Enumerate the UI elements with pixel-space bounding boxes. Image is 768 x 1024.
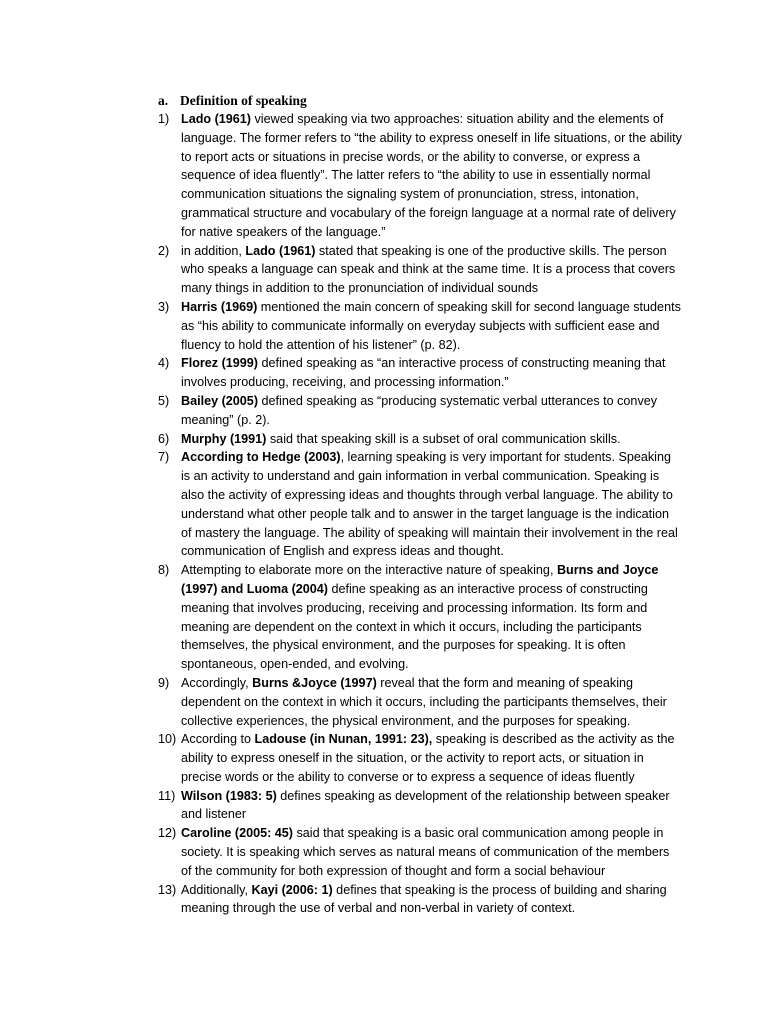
list-item (158, 881, 682, 919)
citation: Harris (1969) (181, 299, 258, 314)
item-text: in addition, Lado (1961) stated that speaking is one of the productive skills. The person who speaks a language can speak and think at the same time. It is a process that covers many things in addition to the pronunciation of individual sounds (181, 243, 676, 296)
citation: Lado (1961) (245, 243, 316, 258)
list-item (158, 242, 682, 298)
item-number: 8) (158, 563, 170, 578)
citation: Burns and Joyce (1997) and Luoma (2004) (181, 563, 659, 596)
section-letter: a. (158, 93, 169, 108)
list-item (158, 354, 682, 392)
list-item (158, 110, 682, 242)
item-number: 12) (158, 826, 177, 841)
citation: Burns &Joyce (1997) (252, 675, 377, 690)
item-number: 6) (158, 431, 170, 446)
item-text: Harris (1969) mentioned the main concern of speaking skill for second language students as “his ability to communicate informally on everyday subjects with sufficient ease and fluency to hold the attention of his listener” (p. 82). (181, 299, 681, 352)
item-number: 13) (158, 882, 177, 897)
citation: According to Hedge (2003) (181, 450, 341, 465)
item-text: Caroline (2005: 45) said that speaking is a basic oral communication among people in society. It is speaking which serves as natural means of communication of the members of the community for both expression of thought and form a social behaviour (181, 826, 670, 878)
list-item (158, 730, 682, 786)
item-number: 7) (158, 450, 170, 465)
item-text: Additionally, Kayi (2006: 1) defines that speaking is the process of building and sharing meaning through the use of verbal and non-verbal in variety of context. (181, 882, 667, 916)
item-text: Lado (1961) viewed speaking via two approaches: situation ability and the elements of language. The former refers to “the ability to express oneself in life situations, or the ability to report acts or situations in precise words, or the ability to converse, or express a sequence of idea fluently”. The latter refers to “the ability to use in essentially normal communication situations the signaling system of pronunciation, stress, intonation, grammatical structure and vocabulary of the foreign language at a normal rate of delivery for native speakers of the language.” (181, 112, 682, 239)
item-text: Florez (1999) defined speaking as “an interactive process of constructing meaning that involves producing, receiving, and processing information.” (181, 356, 666, 390)
item-text: Murphy (1991) said that speaking skill is a subset of oral communication skills. (181, 431, 621, 446)
item-number: 9) (158, 675, 170, 690)
item-text: Bailey (2005) defined speaking as “producing systematic verbal utterances to convey meaning” (p. 2). (181, 393, 658, 427)
section-heading (158, 91, 307, 111)
citation: Lado (1961) (181, 112, 251, 126)
citation: Murphy (1991) (181, 431, 267, 446)
definition-list (158, 110, 682, 918)
citation: Florez (1999) (181, 356, 258, 371)
item-number: 4) (158, 356, 170, 371)
item-number: 3) (158, 299, 170, 314)
item-text: Accordingly, Burns &Joyce (1997) reveal that the form and meaning of speaking dependent on the context in which it occurs, including the participants themselves, their collective experiences, the physical environment, and the purposes for speaking. (181, 675, 667, 728)
list-item (158, 448, 682, 561)
list-item (158, 430, 682, 449)
item-number: 11) (158, 788, 176, 803)
item-text: According to Hedge (2003), learning speaking is very important for students. Speaking is an activity to understand and gain information in verbal communication. Speaking is also the activity of expressing ideas and thoughts through verbal language. The ability to understand what other people talk and to answer in the target language is the indication of mastery the language. The ability of speaking will maintain their involvement in the real communication of English and express ideas and thought. (181, 450, 678, 559)
item-number: 2) (158, 243, 170, 258)
item-text: Wilson (1983: 5) defines speaking as development of the relationship between speaker and listener (181, 788, 670, 822)
item-number: 1) (158, 112, 170, 126)
citation: Bailey (2005) (181, 393, 259, 408)
list-item (158, 787, 682, 825)
item-number: 5) (158, 393, 170, 408)
item-text: Attempting to elaborate more on the interactive nature of speaking, Burns and Joyce (1997) and Luoma (2004) define speaking as an interactive process of constructing meaning that involves producing, receiving and processing information. Its form and meaning are dependent on the context in which it occurs, including the participants themselves, the physical environment, and the purposes for speaking. It is often spontaneous, open-ended, and evolving. (181, 563, 659, 672)
item-number: 10) (158, 732, 177, 747)
section-title: Definition of speaking (180, 93, 307, 108)
citation: Kayi (2006: 1) (251, 882, 333, 897)
item-text: According to Ladouse (in Nunan, 1991: 23), speaking is described as the activity as the ability to express oneself in the situation, or the activity to report acts, or situation in precise words or the ability to converse or to express a sequence of ideas fluently (181, 732, 675, 784)
list-item (158, 561, 682, 674)
citation: Wilson (1983: 5) (181, 788, 277, 803)
citation: Caroline (2005: 45) (181, 826, 293, 841)
citation: Ladouse (in Nunan, 1991: 23), (254, 732, 433, 747)
list-item (158, 824, 682, 880)
list-item (158, 392, 682, 430)
list-item (158, 674, 682, 730)
list-item (158, 298, 682, 354)
